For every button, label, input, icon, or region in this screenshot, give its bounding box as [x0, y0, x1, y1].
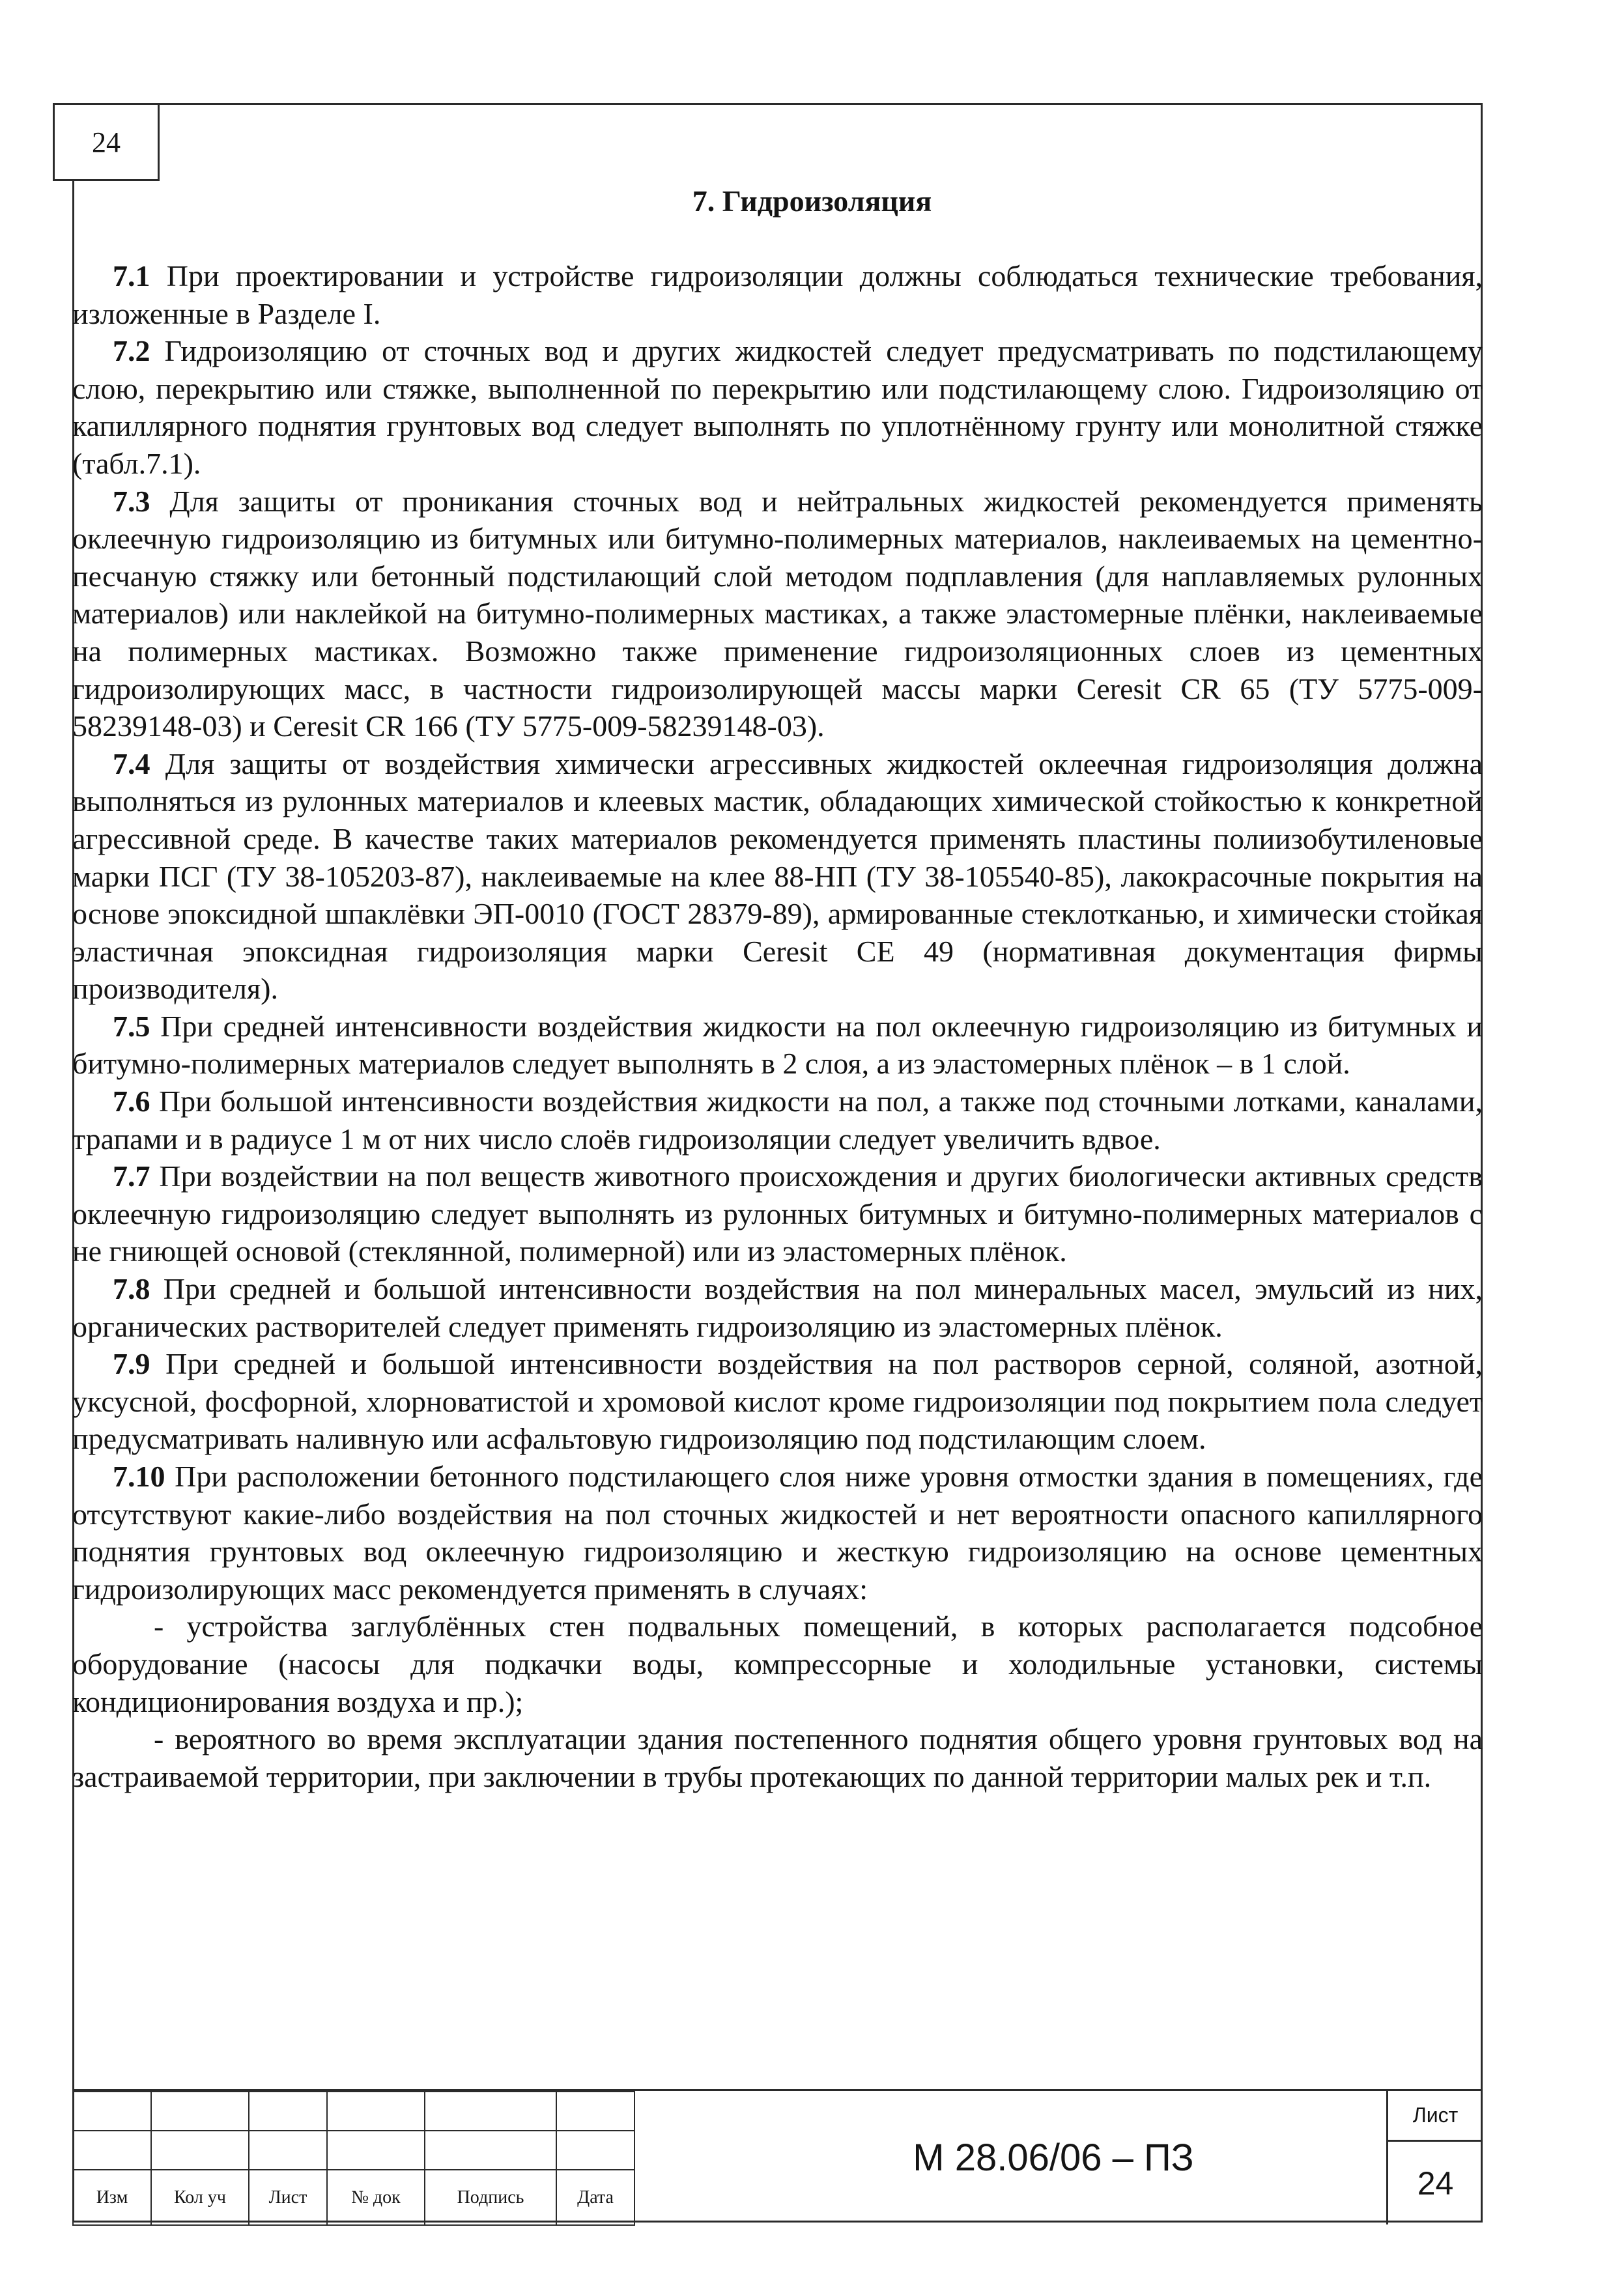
sheet-box [1386, 2091, 1483, 2224]
sheet-label: Лист [1388, 2091, 1483, 2142]
paragraph-text: Гидроизоляцию от сточных вод и других жидкостей следует предусматривать по подстилающему слою, перекрытию или стяжке, выполненной по перекрытию или подстилающему слою. Гидроизоляцию от капиллярного поднятия грунтовых вод следует выполнять по уплотнённому грунту или монолитной стяжке (табл.7.1). [72, 334, 1483, 480]
document-code: М 28.06/06 – ПЗ [913, 2137, 1194, 2179]
document-body [72, 257, 1483, 1795]
paragraph-7-4 [72, 745, 1483, 1008]
paragraph-text: Для защиты от проникания сточных вод и нейтральных жидкостей рекомендуется применять оклеечную гидроизоляцию из битумных или битумно-полимерных материалов, наклеиваемых на цементно-песчаную стяжку или бетонный подстилающий слой методом подплавления (для наплавляемых рулонных материалов) или наклейкой на битумно-полимерных мастиках, а также эластомерные плёнки, наклеиваемые на полимерных мастиках. Возможно также применение гидроизоляционных слоев из цементных гидроизолирующих масс, в частности гидроизолирующей массы марки Ceresit CR 65 (ТУ 5775-009-58239148-03) и Ceresit CR 166 (ТУ 5775-009-58239148-03). [72, 484, 1483, 743]
paragraph-7-3 [72, 483, 1483, 745]
paragraph-number: 7.3 [113, 484, 150, 518]
paragraph-number: 7.2 [113, 334, 150, 368]
paragraph-text: При расположении бетонного подстилающего слоя ниже уровня отмостки здания в помещениях, где отсутствуют какие-либо воздействия на пол сточных жидкостей и нет вероятности опасного капиллярного поднятия грунтовых вод оклеечную гидроизоляцию и жесткую гидроизоляцию на основе цементных гидроизолирующих масс рекомендуется применять в случаях: [72, 1460, 1483, 1606]
paragraph-7-1 [72, 257, 1483, 332]
paragraph-7-2 [72, 332, 1483, 482]
revision-table [72, 2091, 635, 2226]
paragraph-number: 7.1 [113, 259, 150, 292]
title-block [72, 2089, 1483, 2224]
paragraph-7-6 [72, 1083, 1483, 1158]
paragraph-number: 7.8 [113, 1272, 150, 1306]
paragraph-text: При средней и большой интенсивности воздействия на пол минеральных масел, эмульсий из них, органических растворителей следует применять гидроизоляцию из эластомерных плёнок. [72, 1272, 1483, 1343]
bullet-item: - устройства заглублённых стен подвальных помещений, в которых располагается подсобное оборудование (насосы для подкачки воды, компрессорные и холодильные установки, системы кондиционирования воздуха и пр.); [72, 1610, 1483, 1718]
header-list: Лист [249, 2170, 327, 2225]
paragraph-7-9 [72, 1345, 1483, 1458]
header-date: Дата [556, 2170, 634, 2225]
paragraph-7-5 [72, 1008, 1483, 1083]
paragraph-text: При средней интенсивности воздействия жидкости на пол оклеечную гидроизоляцию из битумных и битумно-полимерных материалов следует выполнять в 2 слоя, а из эластомерных плёнок – в 1 слой. [72, 1009, 1483, 1081]
bullet-item: - вероятного во время эксплуатации здания постепенного поднятия общего уровня грунтовых вод на застраиваемой территории, при заключении в трубы протекающих по данной территории малых рек и т.п. [72, 1722, 1483, 1793]
paragraph-text: При большой интенсивности воздействия жидкости на пол, а также под сточными лотками, каналами, трапами и в радиусе 1 м от них число слоёв гидроизоляции следует увеличить вдвое. [72, 1085, 1483, 1156]
paragraph-text: При воздействии на пол веществ животного происхождения и других биологически активных средств оклеечную гидроизоляцию следует выполнять из рулонных битумных и битумно-полимерных материалов с не гниющей основой (стеклянной, полимерной) или из эластомерных плёнок. [72, 1159, 1483, 1268]
paragraph-number: 7.9 [113, 1347, 150, 1381]
paragraph-number: 7.4 [113, 746, 150, 780]
paragraph-number: 7.5 [113, 1009, 150, 1043]
header-doc-number: № док [327, 2170, 425, 2225]
paragraph-text: При средней и большой интенсивности воздействия на пол растворов серной, соляной, азотной, уксусной, фосфорной, хлорноватистой и хромовой кислот кроме гидроизоляции под покрытием пола следует предусматривать наливную или асфальтовую гидроизоляцию под подстилающим слоем. [72, 1347, 1483, 1456]
paragraph-text: При проектировании и устройстве гидроизоляции должны соблюдаться технические требования, изложенные в Разделе I. [72, 259, 1483, 330]
page-number-box: 24 [53, 103, 160, 181]
header-kol-uch: Кол уч [151, 2170, 249, 2225]
paragraph-7-7 [72, 1158, 1483, 1270]
header-signature: Подпись [425, 2170, 556, 2225]
sheet-number: 24 [1417, 2165, 1454, 2202]
paragraph-text: Для защиты от воздействия химически агрессивных жидкостей оклеечная гидроизоляция должна выполняться из рулонных материалов и клеевых мастик, обладающих химической стойкостью к конкретной агрессивной среде. В качестве таких материалов рекомендуется применять пластины полиизобутиленовые марки ПСГ (ТУ 38-105203-87), наклеиваемые на клее 88-НП (ТУ 38-105540-85), лакокрасочные покрытия на основе эпоксидной шпаклёвки ЭП-0010 (ГОСТ 28379-89), армированные стеклотканью, и химически стойкая эластичная эпоксидная гидроизоляция марки Ceresit CE 49 (нормативная документация фирмы производителя). [72, 746, 1483, 1006]
header-izm: Изм [73, 2170, 151, 2225]
paragraph-7-8 [72, 1270, 1483, 1345]
paragraph-number: 7.6 [113, 1085, 150, 1118]
section-title: 7. Гидроизоляция [692, 184, 932, 218]
paragraph-number: 7.7 [113, 1159, 150, 1193]
paragraph-number: 7.10 [113, 1460, 165, 1493]
paragraph-7-10 [72, 1458, 1483, 1608]
